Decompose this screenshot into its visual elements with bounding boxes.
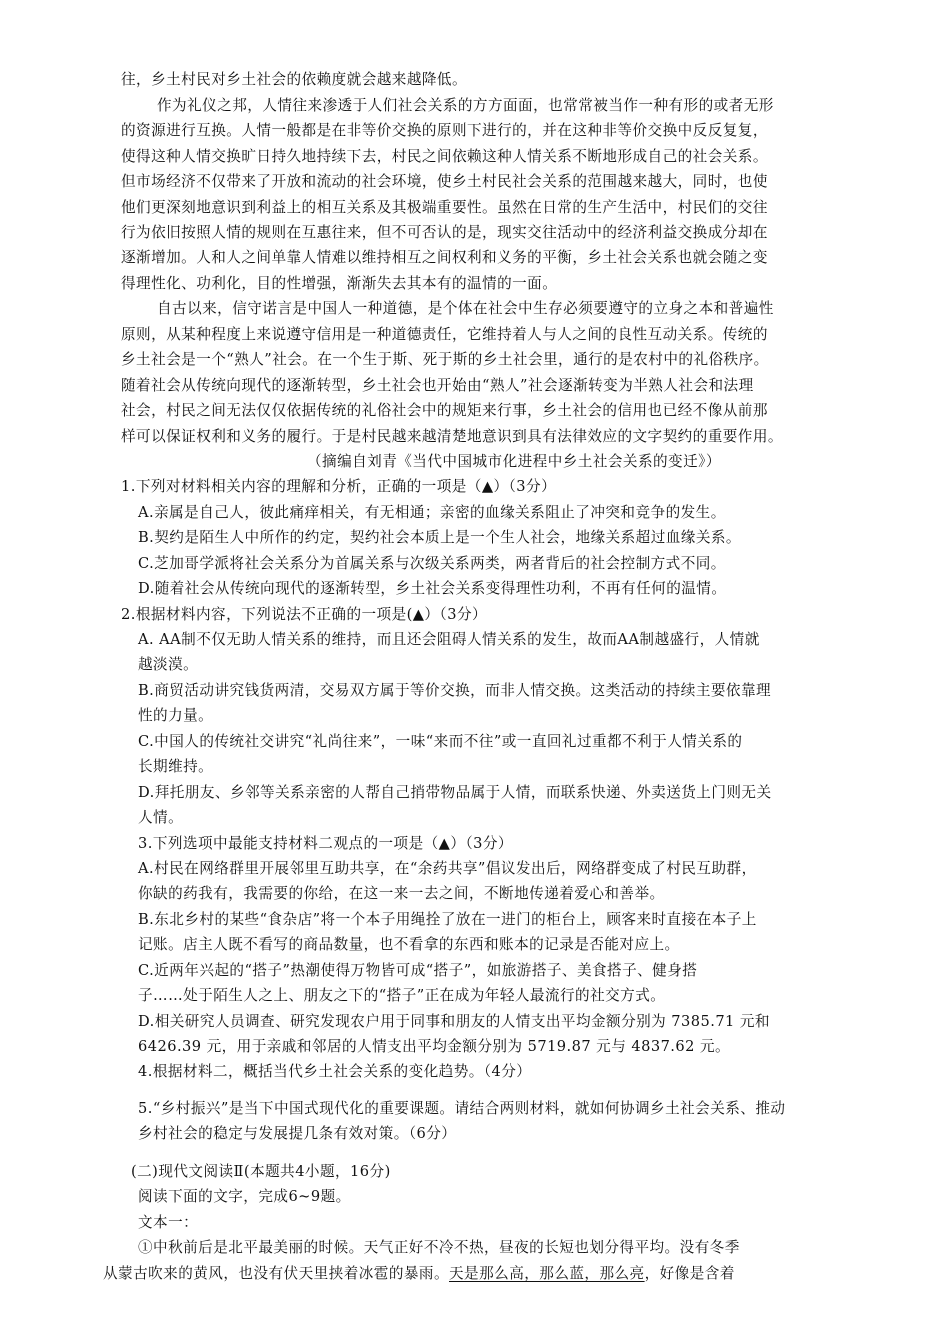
passage-p2-line: 样可以保证权利和义务的履行。于是村民越来越清楚地意识到具有法律效应的文字契约的重要作用。 <box>121 428 783 445</box>
passage-p2-line: 自古以来，信守诺言是中国人一种道德，是个体在社会中生存必须要遵守的立身之本和普遍性 <box>157 300 774 317</box>
question-4: 4.根据材料二，概括当代乡土社会关系的变化趋势。（4分） <box>138 1063 532 1080</box>
passage-p1-line: 但市场经济不仅带来了开放和流动的社会环境，使乡土村民社会关系的范围越来越大，同时，也使 <box>121 173 768 190</box>
question-3-option-a: A.村民在网络群里开展邻里互助共享，在“余药共享”倡议发出后，网络群变成了村民互助群， <box>138 860 757 877</box>
section-2-instruction: 阅读下面的文字，完成6~9题。 <box>138 1188 351 1205</box>
question-1-option-d: D.随着社会从传统向现代的逐渐转型，乡土社会关系变得理性功利，不再有任何的温情。 <box>138 580 727 597</box>
passage-p1-line: 逐渐增加。人和人之间单靠人情难以维持相互之间权利和义务的平衡，乡土社会关系也就会随之变 <box>121 249 768 266</box>
passage-p1-line: 得理性化、功利化，目的性增强，渐渐失去其本有的温情的一面。 <box>121 275 558 292</box>
text-one-plain: 从蒙古吹来的黄风，也没有伏天里挟着冰雹的暴雨。 <box>103 1265 450 1282</box>
section-2-title: (二)现代文阅读Ⅱ(本题共4小题，16分) <box>131 1163 391 1180</box>
question-3-option-c-cont: 子……处于陌生人之上、朋友之下的“搭子”正在成为年轻人最流行的社交方式。 <box>138 987 666 1004</box>
question-2-option-b: B.商贸活动讲究钱货两清，交易双方属于等价交换，而非人情交换。这类活动的持续主要依靠理 <box>138 682 772 699</box>
passage-p1-line: 他们更深刻地意识到利益上的相互关系及其极端重要性。虽然在日常的生产生活中，村民们的交往 <box>121 199 768 216</box>
question-3-option-d-cont: 6426.39 元，用于亲戚和邻居的人情支出平均金额分别为 5719.87 元与 4837.62 元。 <box>138 1038 731 1055</box>
question-1-stem: 1.下列对材料相关内容的理解和分析，正确的一项是（▲）（3分） <box>121 478 557 495</box>
text-one-line <box>103 1264 735 1284</box>
passage-p2-line: 原则，从某种程度上来说遵守信用是一种道德责任，它维持着人与人之间的良性互动关系。传统的 <box>121 326 768 343</box>
passage-p1-line: 行为依旧按照人情的规则在互惠往来，但不可否认的是，现实交往活动中的经济利益交换成分却在 <box>121 224 768 241</box>
text-one-line: ①中秋前后是北平最美丽的时候。天气正好不冷不热，昼夜的长短也划分得平均。没有冬季 <box>138 1239 740 1256</box>
text-one-plain-tail: ，好像是含着 <box>644 1265 735 1282</box>
question-5-line: 乡村社会的稳定与发展提几条有效对策。（6分） <box>138 1125 457 1142</box>
question-3-option-a-cont: 你缺的药我有，我需要的你给，在这一来一去之间，不断地传递着爱心和善举。 <box>138 885 665 902</box>
question-1-option-c: C.芝加哥学派将社会关系分为首属关系与次级关系两类，两者背后的社会控制方式不同。 <box>138 555 726 572</box>
question-2-option-d-cont: 人情。 <box>138 809 184 826</box>
question-2-option-b-cont: 性的力量。 <box>138 707 214 724</box>
passage-continuation-line: 往，乡土村民对乡土社会的依赖度就会越来越降低。 <box>121 71 468 88</box>
question-3-option-d: D.相关研究人员调查、研究发现农户用于同事和朋友的人情支出平均金额分别为 7385.71 元和 <box>138 1013 770 1030</box>
question-1-option-a: A.亲属是自己人，彼此痛痒相关，有无相通；亲密的血缘关系阻止了冲突和竞争的发生。 <box>138 504 726 521</box>
question-2-option-a-cont: 越淡漠。 <box>138 656 199 673</box>
question-1-option-b: B.契约是陌生人中所作的约定，契约社会本质上是一个生人社会，地缘关系超过血缘关系。 <box>138 529 741 546</box>
passage-p2-line: 乡土社会是一个“熟人”社会。在一个生于斯、死于斯的乡土社会里，通行的是农村中的礼俗秩序。 <box>121 351 769 368</box>
passage-p1-line: 的资源进行互换。人情一般都是在非等价交换的原则下进行的，并在这种非等价交换中反反复复， <box>121 122 768 139</box>
passage-p1-line: 使得这种人情交换旷日持久地持续下去，村民之间依赖这种人情关系不断地形成自己的社会关系。 <box>121 148 768 165</box>
passage-p2-line: 随着社会从传统向现代的逐渐转型，乡土社会也开始由“熟人”社会逐渐转变为半熟人社会和法理 <box>121 377 754 394</box>
passage-source: （摘编自刘青《当代中国城市化进程中乡土社会关系的变迁》） <box>307 453 721 470</box>
question-2-stem: 2.根据材料内容，下列说法不正确的一项是(▲）（3分） <box>121 606 488 623</box>
question-5-line: 5.“乡村振兴”是当下中国式现代化的重要课题。请结合两则材料，就如何协调乡土社会关系、推动 <box>138 1100 786 1117</box>
question-2-option-a: A. AA制不仅无助人情关系的维持，而且还会阻碍人情关系的发生，故而AA制越盛行，人情就 <box>138 631 760 648</box>
question-3-option-c: C.近两年兴起的“搭子”热潮使得万物皆可成“搭子”，如旅游搭子、美食搭子、健身搭 <box>138 962 698 979</box>
question-3-option-b: B.东北乡村的某些“食杂店”将一个本子用绳拴了放在一进门的柜台上，顾客来时直接在本子上 <box>138 911 757 928</box>
question-2-option-c-cont: 长期维持。 <box>138 758 214 775</box>
question-3-stem: 3.下列选项中最能支持材料二观点的一项是（▲）（3分） <box>138 835 513 852</box>
question-3-option-b-cont: 记账。店主人既不看写的商品数量，也不看拿的东西和账本的记录是否能对应上。 <box>138 936 680 953</box>
question-2-option-d: D.拜托朋友、乡邻等关系亲密的人帮自己捎带物品属于人情，而联系快递、外卖送货上门则无关 <box>138 784 772 801</box>
text-one-label: 文本一： <box>138 1214 199 1231</box>
text-one-underlined: 天是那么高，那么蓝，那么亮 <box>449 1265 645 1282</box>
question-2-option-c: C.中国人的传统社交讲究“礼尚往来”，一味“来而不往”或一直回礼过重都不利于人情关系的 <box>138 733 743 750</box>
passage-p2-line: 社会，村民之间无法仅仅依据传统的礼俗社会中的规矩来行事，乡土社会的信用也已经不像从前那 <box>121 402 768 419</box>
passage-p1-line: 作为礼仪之邦，人情往来渗透于人们社会关系的方方面面，也常常被当作一种有形的或者无形 <box>157 97 774 114</box>
